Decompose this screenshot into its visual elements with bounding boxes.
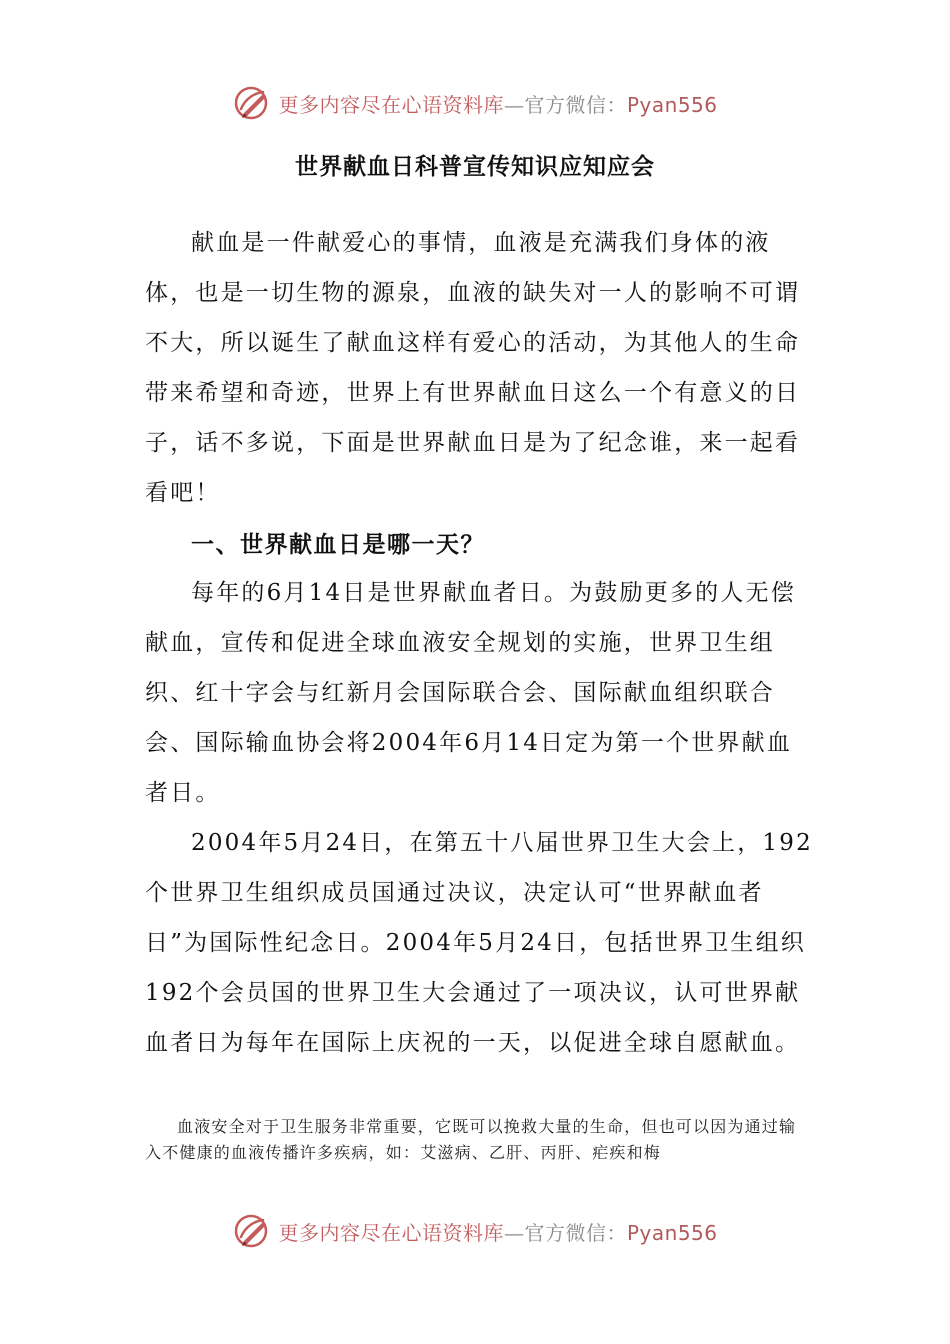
- banner-separator: —: [503, 92, 525, 117]
- page-title: 世界献血日科普宣传知识应知应会: [295, 154, 655, 180]
- banner-official-label: 官方微信：: [524, 1220, 627, 1245]
- banner-text: [278, 1217, 717, 1246]
- section-paragraph-2: 2004年5月24日，在第五十八届世界卫生大会上，192个世界卫生组织成员国通过决议，决定认可“世界献血者日”为国际性纪念日。2004年5月24日，包括世界卫生组织192个会员国的世界卫生大会通过了一项决议，认可世界献血者日为每年在国际上庆祝的一天，以促进全球自愿献血。: [145, 830, 813, 1056]
- pen-swirl-logo-icon: [232, 1211, 272, 1251]
- banner-brand: 更多内容尽在心语资料库: [278, 92, 504, 117]
- banner-wechat-id: Pyan556: [626, 92, 718, 117]
- intro-paragraph: 献血是一件献爱心的事情，血液是充满我们身体的液体，也是一切生物的源泉，血液的缺失对一人的影响不可谓不大，所以诞生了献血这样有爱心的活动，为其他人的生命带来希望和奇迹，世界上有世界献血日这么一个有意义的日子，话不多说，下面是世界献血日是为了纪念谁，来一起看看吧！: [145, 230, 801, 506]
- section-paragraph-1: 每年的6月14日是世界献血者日。为鼓励更多的人无偿献血，宣传和促进全球血液安全规划的实施，世界卫生组织、红十字会与红新月会国际联合会、国际献血组织联合会、国际输血协会将2004年6月14日定为第一个世界献血者日。: [145, 580, 796, 806]
- banner-separator: —: [503, 1220, 525, 1245]
- footer-banner: [0, 1208, 950, 1254]
- banner-wechat-id: Pyan556: [626, 1220, 718, 1245]
- header-banner: [0, 80, 950, 126]
- banner-official-label: 官方微信：: [524, 92, 627, 117]
- banner-text: [278, 89, 717, 118]
- section-heading: 一、世界献血日是哪一天？: [191, 532, 485, 558]
- footnote-paragraph: 血液安全对于卫生服务非常重要，它既可以挽救大量的生命，但也可以因为通过输入不健康的血液传播许多疾病，如：艾滋病、乙肝、丙肝、疟疾和梅: [145, 1117, 797, 1162]
- pen-swirl-logo-icon: [232, 83, 272, 123]
- banner-brand: 更多内容尽在心语资料库: [278, 1220, 504, 1245]
